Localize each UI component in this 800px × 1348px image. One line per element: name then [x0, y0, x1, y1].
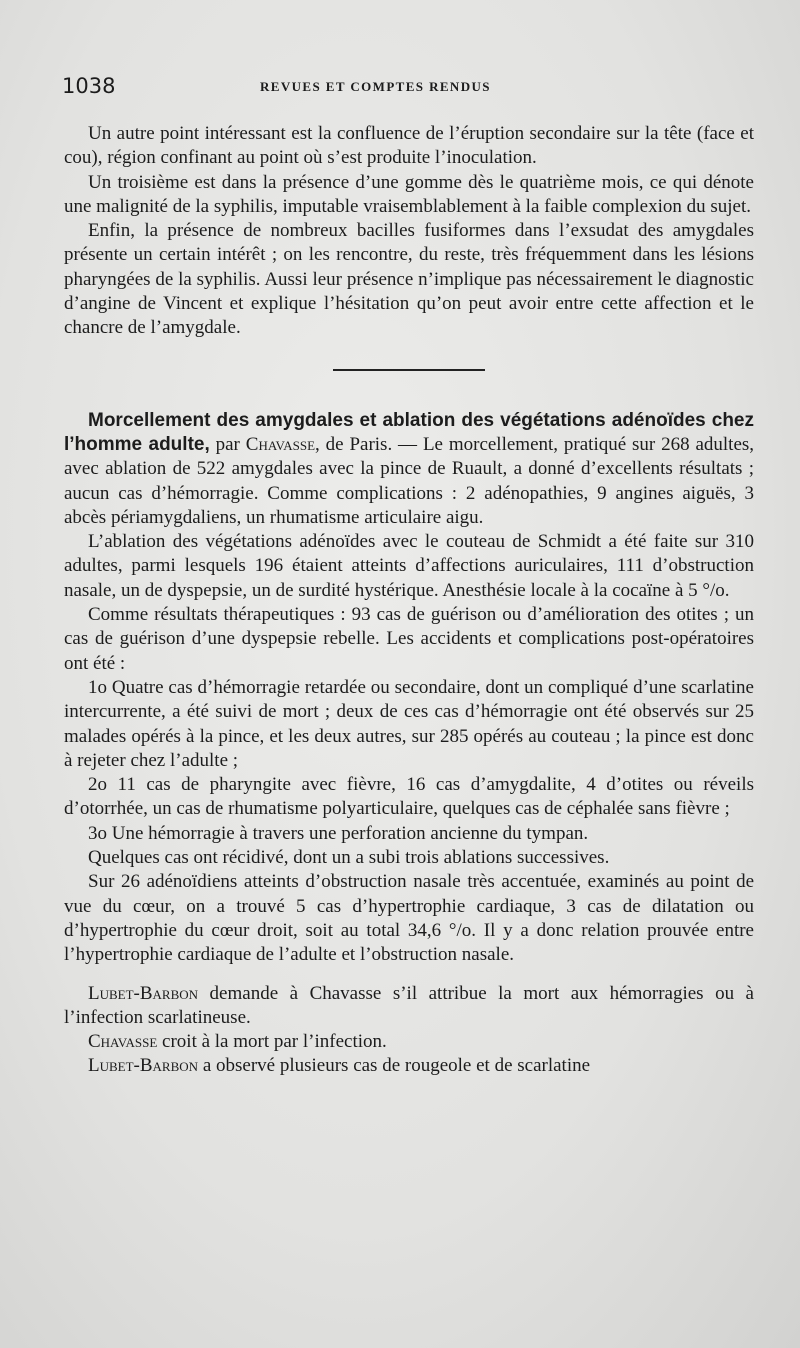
- speaker-text: croit à la mort par l’infection.: [157, 1031, 387, 1053]
- list-item: 3o Une hémorragie à travers une perforation ancienne du tympan.: [88, 822, 589, 844]
- discussion-line: [64, 1030, 754, 1054]
- running-head: REVUES ET COMPTES RENDUS: [260, 79, 491, 94]
- list-item: 1o Quatre cas d’hémorragie retardée ou secondaire, dont un compliqué d’une scarlatine intercurrente, a été suivi de mort ; deux de ces cas d’hémorragie ont été observés sur 25 malades opérés à la pince, et les deux autres, sur 285 opérés au couteau ; la pince est donc à rejeter chez l’adulte ;: [64, 676, 754, 771]
- discussion-line: [64, 1054, 754, 1078]
- paragraph: Sur 26 adénoïdiens atteints d’obstruction nasale très accentuée, examinés au point de vue du cœur, on a trouvé 5 cas d’hypertrophie cardiaque, 3 cas de dilatation ou d’hypertrophie du cœur droit, soit au total 34,6 °/o. Il y a donc relation prouvée entre l’hypertrophie cardiaque de l’adulte et l’obstruction nasale.: [64, 871, 754, 966]
- article-title: Morcellement des amygdales et ablation des végétations adénoïdes chez l’homme adulte,: [64, 409, 754, 455]
- page-header: [62, 74, 752, 104]
- discussion-line: [64, 982, 754, 1031]
- page-number: 1038: [62, 74, 116, 98]
- paragraph: Comme résultats thérapeutiques : 93 cas de guérison ou d’amélioration des otites ; un cas de guérison d’une dyspepsie rebelle. Les accidents et complications post-opératoires ont été :: [64, 604, 754, 674]
- article-author: Chavasse: [245, 433, 316, 455]
- page-body: [64, 122, 754, 1079]
- paragraph: L’ablation des végétations adénoïdes avec le couteau de Schmidt a été faite sur 310 adultes, parmi lesquels 196 étaient atteints d’affections auriculaires, 111 d’obstruction nasale, un de dyspepsie, un de surdité hystérique. Anesthésie locale à la cocaïne à 5 °/o.: [64, 531, 754, 601]
- speaker-text: demande à Chavasse s’il attribue la mort aux hémorragies ou à l’infection scarlatineuse.: [64, 982, 754, 1028]
- author-par: par: [215, 433, 240, 455]
- speaker-text: a observé plusieurs cas de rougeole et de scarlatine: [198, 1055, 591, 1077]
- author-place: , de Paris. —: [315, 433, 418, 455]
- speaker-name: Chavasse: [88, 1031, 158, 1053]
- paragraph: Un autre point intéressant est la confluence de l’éruption secondaire sur la tête (face et cou), région confinant au point où s’est produite l’inoculation.: [64, 123, 754, 169]
- article-text: Le morcellement, pratiqué sur 268 adultes, avec ablation de 522 amygdales avec la pince de Ruault, a donné d’excellents résultats ; aucun cas d’hémorragie. Comme complications : 2 adénopathies, 9 angines aiguës, 3 abcès périamygdaliens, un rhumatisme articulaire aigu.: [64, 433, 755, 528]
- paragraph: Enfin, la présence de nombreux bacilles fusiformes dans l’exsudat des amygdales présente un certain intérêt ; on les rencontre, du reste, très fréquemment dans les lésions pharyngées de la syphilis. Aussi leur présence n’implique pas nécessairement le diagnostic d’angine de Vincent et explique l’hésitation qu’on peut avoir entre cette affection et le chancre de l’amygdale.: [64, 220, 754, 339]
- article-paragraph: [64, 409, 754, 530]
- list-item: 2o 11 cas de pharyngite avec fièvre, 16 cas d’amygdalite, 4 d’otites ou réveils d’otorrhée, un cas de rhumatisme polyarticulaire, quelques cas de céphalée sans fièvre ;: [64, 774, 754, 820]
- speaker-name: Lubet-Barbon: [88, 982, 199, 1004]
- paragraph: Quelques cas ont récidivé, dont un a subi trois ablations successives.: [88, 847, 610, 869]
- paragraph: Un troisième est dans la présence d’une gomme dès le quatrième mois, ce qui dénote une malignité de la syphilis, imputable vraisemblablement à la faible complexion du sujet.: [64, 171, 754, 217]
- section-divider: [333, 369, 485, 371]
- speaker-name: Lubet-Barbon: [88, 1055, 199, 1077]
